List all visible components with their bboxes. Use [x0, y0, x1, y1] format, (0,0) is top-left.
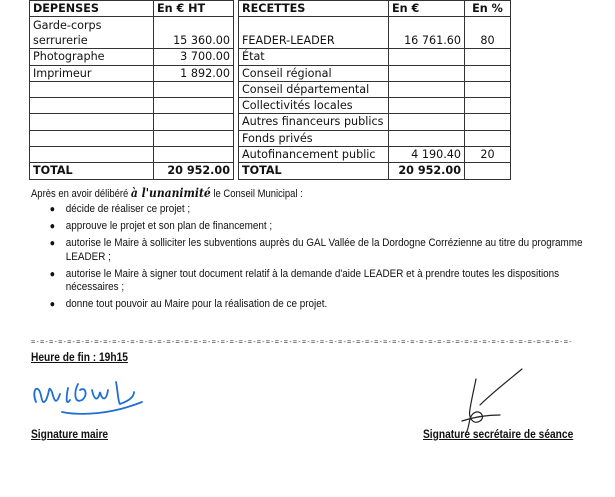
list-item — [46, 203, 615, 217]
depense-label — [30, 130, 154, 146]
recette-amount — [389, 81, 465, 97]
recette-label: Conseil régional — [239, 65, 389, 81]
recette-amount — [389, 65, 465, 81]
header-recettes-pct: En % — [465, 1, 511, 17]
table-total-row — [30, 163, 511, 179]
header-depenses-amount: En € HT — [154, 1, 234, 17]
table-row — [30, 49, 511, 65]
table-header-row — [30, 1, 511, 17]
table-row — [30, 17, 511, 49]
recette-pct — [465, 49, 511, 65]
table-row — [30, 147, 511, 163]
depense-amount — [154, 147, 234, 163]
decision-list — [46, 203, 606, 315]
recette-pct: 80 — [465, 17, 511, 49]
bullet-icon: ● — [49, 299, 56, 310]
depense-label — [30, 147, 154, 163]
section-divider: =-=-=-=-=-=-=-=-=-=-=-=-=-=-=-=-=-=-=-=-=-=-=-=-=-=-=-=-=-=-=-=-=-=-=-=-=-=-=-=-=-=-=-=-=-=-=-=-=-=-=-=-=-=-=-=-=-=-=-=- — [31, 338, 573, 346]
recette-pct — [465, 81, 511, 97]
recette-total-pct — [465, 163, 511, 179]
recette-total-label: TOTAL — [239, 163, 389, 179]
bullet-icon: ● — [49, 204, 56, 215]
header-recettes-amount: En € — [389, 1, 465, 17]
recette-label: Autofinancement public — [239, 147, 389, 163]
intro-before: Après en avoir délibéré — [31, 188, 131, 200]
decision-text: approuve le projet et son plan de financement ; — [65, 220, 273, 232]
table-row — [30, 81, 511, 97]
recette-amount — [389, 114, 465, 130]
recette-pct — [465, 114, 511, 130]
decision-text: décide de réaliser ce projet ; — [65, 203, 191, 215]
table-row — [30, 130, 511, 146]
recette-label: Autres financeurs publics — [239, 114, 389, 130]
depense-amount — [154, 114, 234, 130]
recette-amount — [389, 49, 465, 65]
list-item — [46, 220, 615, 234]
intro-emphasis: à l'unanimité — [130, 185, 211, 200]
recette-label: Conseil départemental — [239, 81, 389, 97]
mayor-signature-stroke — [34, 382, 142, 414]
decision-text: autorise le Maire à signer tout document relatif à la demande d'aide LEADER et à prendre toutes les dispositions nécessaires ; — [65, 267, 560, 293]
recette-pct: 20 — [465, 147, 511, 163]
recette-pct — [465, 65, 511, 81]
header-recettes: RECETTES — [239, 1, 389, 17]
decision-text: autorise le Maire à solliciter les subventions auprès du GAL Vallée de la Dordogne Corrézienne au titre du programme LEADER ; — [65, 237, 583, 263]
depense-label: Imprimeur — [30, 65, 154, 81]
recette-pct — [465, 98, 511, 114]
intro-after: le Conseil Municipal : — [210, 188, 303, 200]
recette-label: Fonds privés — [239, 130, 389, 146]
depense-amount: 15 360.00 — [154, 17, 234, 49]
recette-amount: 4 190.40 — [389, 147, 465, 163]
bullet-icon: ● — [49, 221, 56, 232]
table-row — [30, 114, 511, 130]
header-depenses: DEPENSES — [30, 1, 154, 17]
end-time: Heure de fin : 19h15 — [31, 350, 128, 364]
depense-label: Garde-corps serrurerie — [30, 17, 154, 49]
depense-total-label: TOTAL — [30, 163, 154, 179]
depense-amount — [154, 130, 234, 146]
recette-label: FEADER-LEADER — [239, 17, 389, 49]
recette-pct — [465, 130, 511, 146]
list-item — [46, 268, 570, 295]
decision-text: donne tout pouvoir au Maire pour la réalisation de ce projet. — [65, 298, 328, 310]
recette-amount: 16 761.60 — [389, 17, 465, 49]
depense-label — [30, 81, 154, 97]
depense-amount: 1 892.00 — [154, 65, 234, 81]
recette-amount — [389, 130, 465, 146]
recette-label: État — [239, 49, 389, 65]
recette-total-amount: 20 952.00 — [389, 163, 465, 179]
depense-total-amount: 20 952.00 — [154, 163, 234, 179]
recette-label: Collectivités locales — [239, 98, 389, 114]
list-item — [46, 298, 615, 312]
deliberation-intro — [31, 185, 303, 200]
depense-amount — [154, 98, 234, 114]
depense-label — [30, 114, 154, 130]
bullet-icon: ● — [49, 238, 56, 249]
recette-amount — [389, 98, 465, 114]
depense-label — [30, 98, 154, 114]
table-row — [30, 98, 511, 114]
bullet-icon: ● — [49, 268, 56, 280]
table-row — [30, 65, 511, 81]
mayor-signature-icon — [22, 362, 162, 422]
financing-plan-table — [29, 0, 511, 180]
depense-amount — [154, 81, 234, 97]
depense-amount: 3 700.00 — [154, 49, 234, 65]
secretary-signature-label: Signature secrétaire de séance — [423, 427, 574, 441]
list-item — [46, 237, 606, 264]
mayor-signature-label: Signature maire — [31, 427, 109, 441]
secretary-signature-stroke — [462, 369, 522, 433]
depense-label: Photographe — [30, 49, 154, 65]
